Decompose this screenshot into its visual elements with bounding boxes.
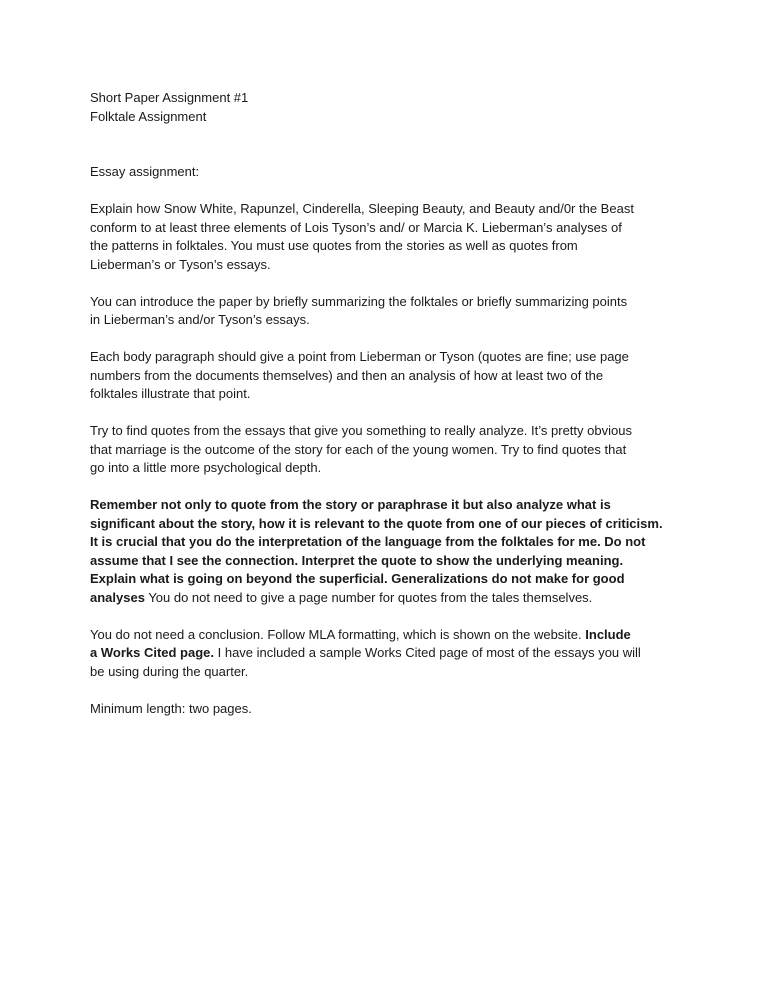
bold-line: Explain what is going on beyond the superficial. Generalizations do not make for good <box>90 571 625 586</box>
minimum-length-text: Minimum length: two pages. <box>90 700 252 716</box>
normal-text: You do not need a conclusion. Follow MLA formatting, which is shown on the website. <box>90 626 586 642</box>
paragraph-5-emphasis <box>90 496 690 607</box>
paragraph-line: conform to at least three elements of Lois Tyson’s and/ or Marcia K. Lieberman’s analyses of <box>90 219 622 235</box>
mixed-line <box>90 589 690 608</box>
essay-label-text: Essay assignment: <box>90 164 200 179</box>
paragraph-line: the patterns in folktales. You must use quotes from the stories as well as quotes from <box>90 238 578 253</box>
assignment-number: Short Paper Assignment #1 <box>90 90 249 105</box>
mixed-line <box>90 626 690 645</box>
paragraph-line: You can introduce the paper by briefly summarizing the folktales or briefly summarizing points <box>90 293 628 309</box>
paragraph-6 <box>90 626 690 682</box>
mixed-line <box>90 644 690 663</box>
paragraph-line: that marriage is the outcome of the story for each of the young women. Try to find quotes that <box>90 441 627 457</box>
essay-label <box>90 163 690 182</box>
paragraph-line: numbers from the documents themselves) and then an analysis of how at least two of the <box>90 367 604 383</box>
paragraph-4 <box>90 422 690 478</box>
bold-text: a Works Cited page. <box>90 645 215 660</box>
bold-word-analyses: analyses <box>90 589 145 605</box>
paragraph-line: be using during the quarter. <box>90 663 249 679</box>
bold-line: It is crucial that you do the interpretation of the language from the folktales for me. Do not <box>90 534 646 549</box>
assignment-title: Folktale Assignment <box>90 108 207 124</box>
paragraph-line: in Lieberman’s and/or Tyson’s essays. <box>90 312 310 327</box>
bold-line: assume that I see the connection. Interpret the quote to show the underlying meaning. <box>90 552 624 568</box>
document-header <box>90 89 690 126</box>
paragraph-line: go into a little more psychological depth. <box>90 460 322 475</box>
paragraph-line: Lieberman’s or Tyson’s essays. <box>90 256 271 272</box>
paragraph-1 <box>90 200 690 274</box>
normal-text: You do not need to give a page number for quotes from the tales themselves. <box>144 589 593 605</box>
paragraph-line: Each body paragraph should give a point from Lieberman or Tyson (quotes are fine; use page <box>90 349 629 364</box>
minimum-length <box>90 700 690 719</box>
normal-text: I have included a sample Works Cited page of most of the essays you will <box>214 645 641 660</box>
paragraph-line: Explain how Snow White, Rapunzel, Cinderella, Sleeping Beauty, and Beauty and/0r the Beast <box>90 201 634 216</box>
paragraph-line: folktales illustrate that point. <box>90 386 251 401</box>
bold-text: Include <box>585 626 631 642</box>
bold-line: Remember not only to quote from the story or paraphrase it but also analyze what is <box>90 497 611 512</box>
document-page <box>90 89 690 737</box>
bold-line: significant about the story, how it is relevant to the quote from one of our pieces of criticism. <box>90 515 663 531</box>
paragraph-2 <box>90 293 690 330</box>
paragraph-line: Try to find quotes from the essays that give you something to really analyze. It’s pretty obvious <box>90 423 632 438</box>
paragraph-3 <box>90 348 690 404</box>
